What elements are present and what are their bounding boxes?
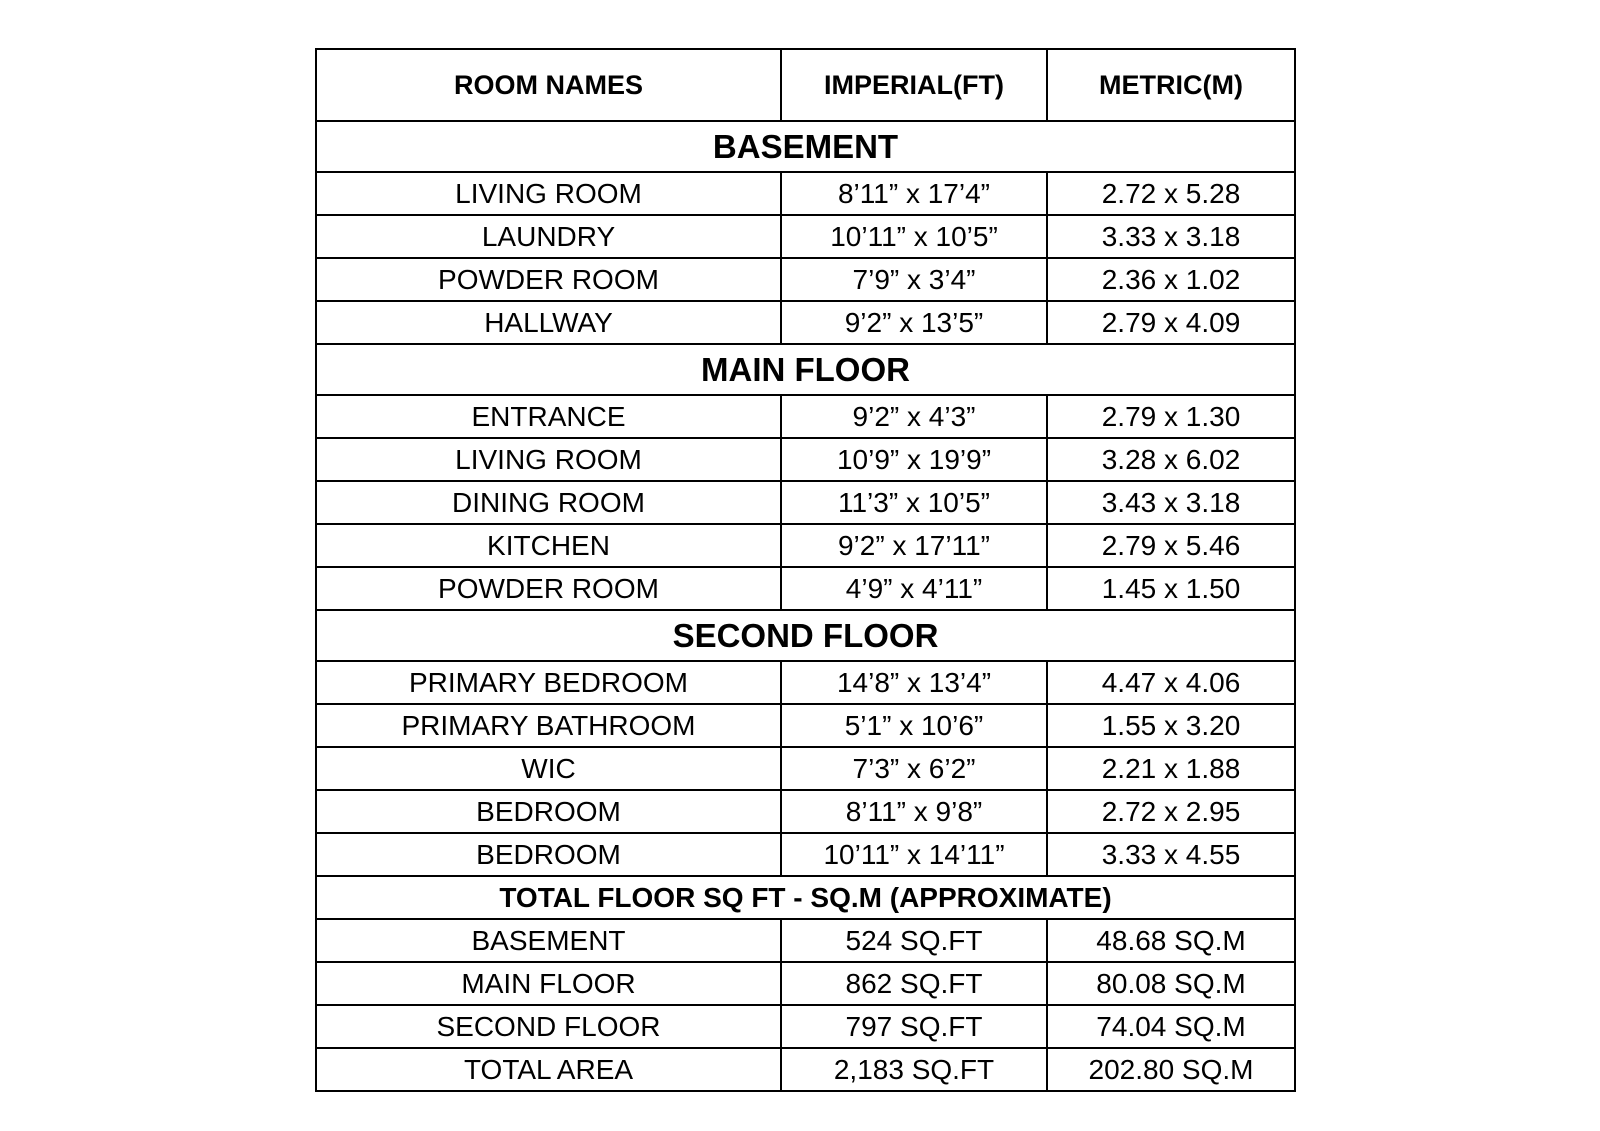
room-name: ENTRANCE [316,395,781,438]
imperial-size: 10’11” x 10’5” [781,215,1047,258]
metric-size: 2.79 x 4.09 [1047,301,1295,344]
imperial-size: 11’3” x 10’5” [781,481,1047,524]
imperial-size: 4’9” x 4’11” [781,567,1047,610]
imperial-size: 10’11” x 14’11” [781,833,1047,876]
room-name: LIVING ROOM [316,172,781,215]
room-name: WIC [316,747,781,790]
header-metric: METRIC(M) [1047,49,1295,121]
table-row [316,962,1295,1005]
imperial-area: 797 SQ.FT [781,1005,1047,1048]
metric-size: 3.33 x 3.18 [1047,215,1295,258]
section-basement [316,121,1295,172]
table-row [316,524,1295,567]
metric-size: 3.28 x 6.02 [1047,438,1295,481]
table-row [316,704,1295,747]
imperial-area: 2,183 SQ.FT [781,1048,1047,1091]
totals-title: TOTAL FLOOR SQ FT - SQ.M (APPROXIMATE) [316,876,1295,919]
metric-size: 1.55 x 3.20 [1047,704,1295,747]
metric-size: 3.33 x 4.55 [1047,833,1295,876]
room-name: PRIMARY BATHROOM [316,704,781,747]
room-dimensions-table [315,48,1296,1092]
floor-name: BASEMENT [316,919,781,962]
header-imperial: IMPERIAL(FT) [781,49,1047,121]
imperial-size: 9’2” x 4’3” [781,395,1047,438]
metric-area: 48.68 SQ.M [1047,919,1295,962]
imperial-size: 8’11” x 9’8” [781,790,1047,833]
metric-area: 74.04 SQ.M [1047,1005,1295,1048]
section-title: BASEMENT [316,121,1295,172]
table-row [316,172,1295,215]
header-row [316,49,1295,121]
room-name: PRIMARY BEDROOM [316,661,781,704]
room-name: POWDER ROOM [316,258,781,301]
room-name: LAUNDRY [316,215,781,258]
floor-name: TOTAL AREA [316,1048,781,1091]
table-row [316,661,1295,704]
room-name: HALLWAY [316,301,781,344]
metric-size: 4.47 x 4.06 [1047,661,1295,704]
table-row [316,1005,1295,1048]
table-row [316,301,1295,344]
imperial-size: 5’1” x 10’6” [781,704,1047,747]
metric-size: 2.72 x 5.28 [1047,172,1295,215]
imperial-area: 862 SQ.FT [781,962,1047,1005]
table-row [316,395,1295,438]
imperial-size: 14’8” x 13’4” [781,661,1047,704]
metric-size: 3.43 x 3.18 [1047,481,1295,524]
metric-area: 202.80 SQ.M [1047,1048,1295,1091]
imperial-size: 10’9” x 19’9” [781,438,1047,481]
table-row [316,567,1295,610]
metric-size: 1.45 x 1.50 [1047,567,1295,610]
section-totals [316,876,1295,919]
section-title: SECOND FLOOR [316,610,1295,661]
metric-area: 80.08 SQ.M [1047,962,1295,1005]
imperial-size: 9’2” x 13’5” [781,301,1047,344]
room-name: KITCHEN [316,524,781,567]
section-main-floor [316,344,1295,395]
header-room-names: ROOM NAMES [316,49,781,121]
metric-size: 2.79 x 1.30 [1047,395,1295,438]
section-title: MAIN FLOOR [316,344,1295,395]
imperial-size: 9’2” x 17’11” [781,524,1047,567]
metric-size: 2.21 x 1.88 [1047,747,1295,790]
room-name: LIVING ROOM [316,438,781,481]
table-row [316,258,1295,301]
table-row [316,215,1295,258]
floor-name: SECOND FLOOR [316,1005,781,1048]
table-row [316,481,1295,524]
room-name: BEDROOM [316,833,781,876]
imperial-size: 7’9” x 3’4” [781,258,1047,301]
room-name: POWDER ROOM [316,567,781,610]
table-row [316,438,1295,481]
imperial-size: 7’3” x 6’2” [781,747,1047,790]
metric-size: 2.72 x 2.95 [1047,790,1295,833]
metric-size: 2.36 x 1.02 [1047,258,1295,301]
section-second-floor [316,610,1295,661]
imperial-size: 8’11” x 17’4” [781,172,1047,215]
room-name: DINING ROOM [316,481,781,524]
imperial-area: 524 SQ.FT [781,919,1047,962]
metric-size: 2.79 x 5.46 [1047,524,1295,567]
floor-name: MAIN FLOOR [316,962,781,1005]
table-row [316,790,1295,833]
table-row [316,919,1295,962]
table-row [316,833,1295,876]
table-row [316,747,1295,790]
table-row [316,1048,1295,1091]
room-name: BEDROOM [316,790,781,833]
